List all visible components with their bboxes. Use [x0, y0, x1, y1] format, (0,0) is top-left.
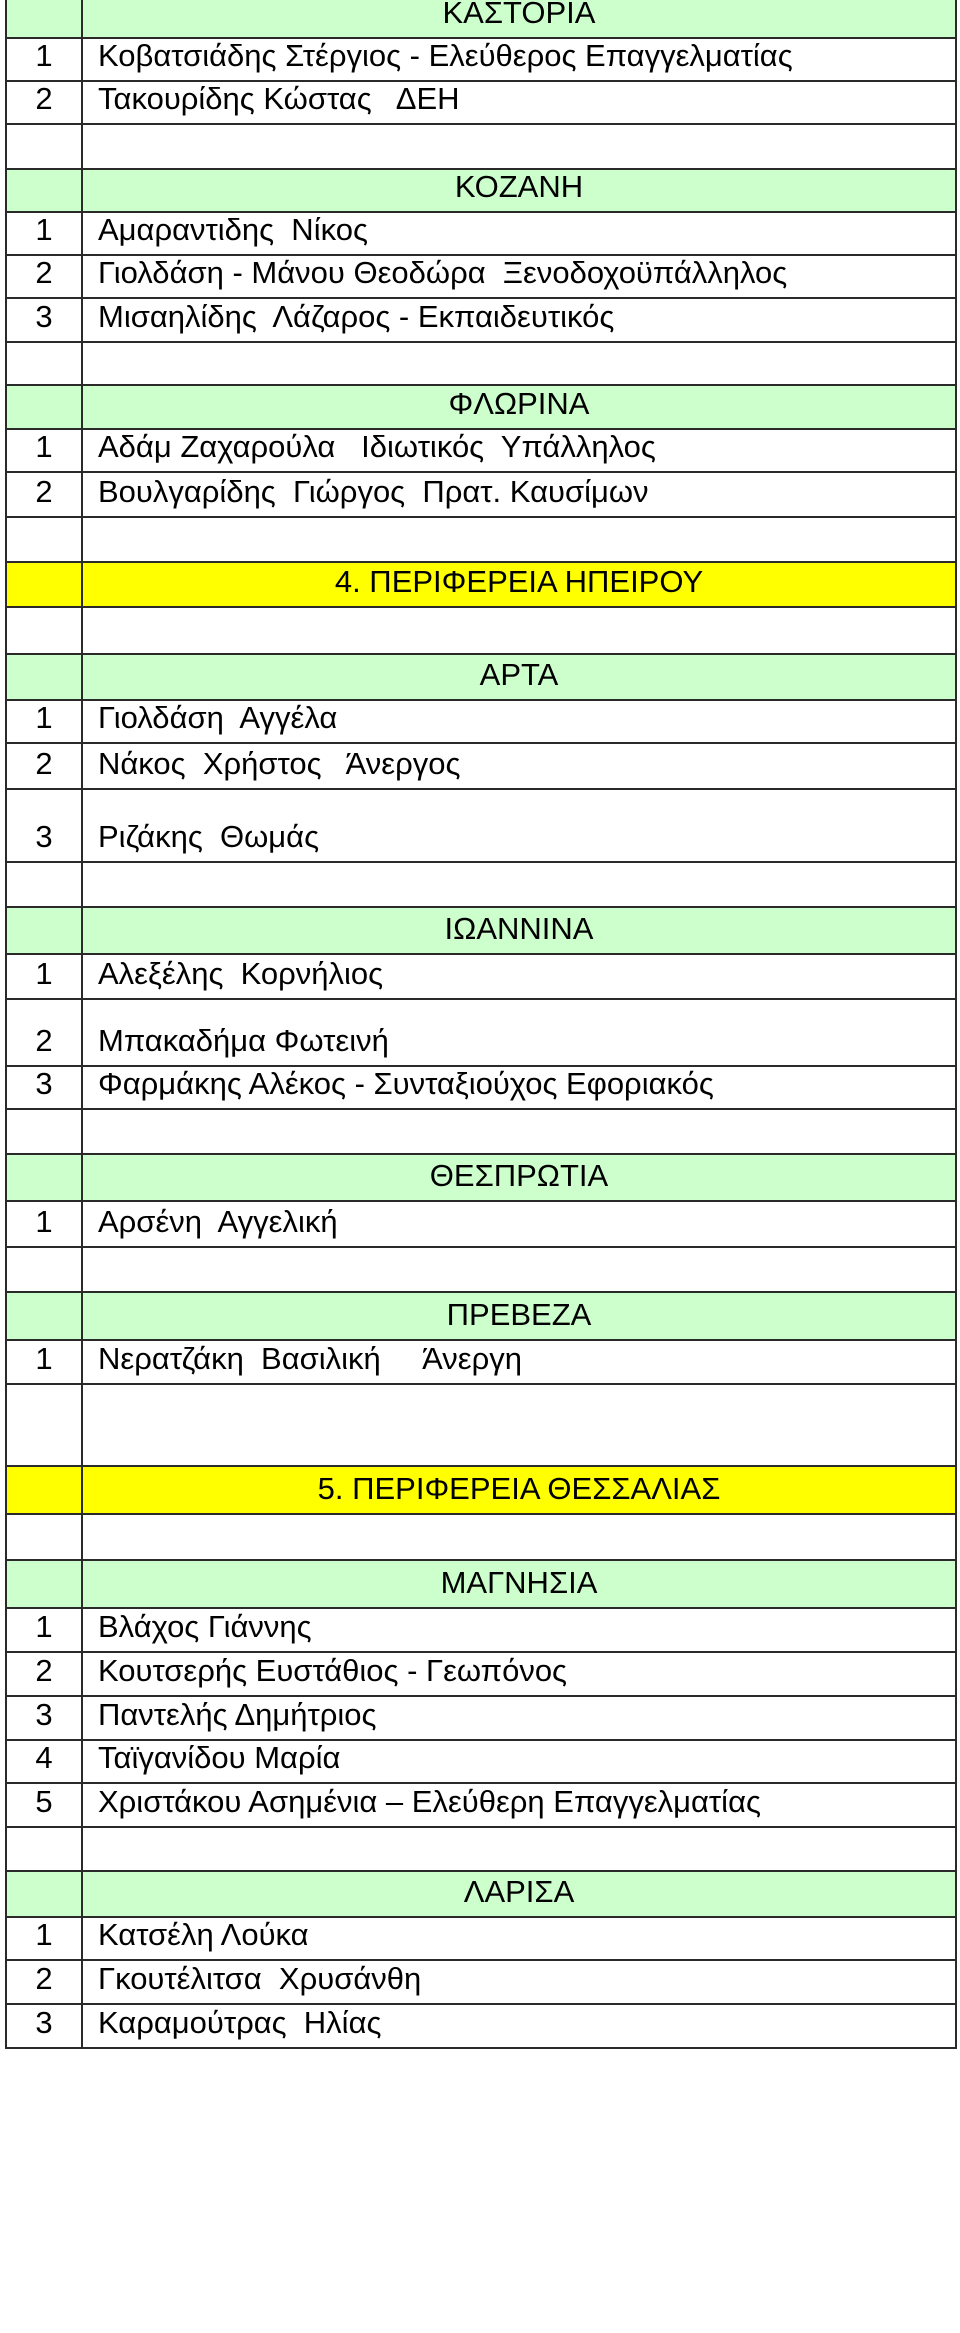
row-text: Γιολδάση Αγγέλα: [83, 701, 957, 742]
table-row: [5, 473, 957, 518]
row-text: Καραμούτρας Ηλίας: [83, 2005, 957, 2047]
section-header-row: [5, 655, 957, 701]
row-number: 1: [5, 1609, 83, 1651]
section-title: ΑΡΤΑ: [83, 655, 957, 699]
table-row: [5, 1609, 957, 1653]
row-number: 1: [5, 1918, 83, 1959]
table-row: [5, 1961, 957, 2005]
row-text: Παντελής Δημήτριος: [83, 1697, 957, 1739]
row-number: [5, 386, 83, 428]
row-number: 3: [5, 299, 83, 341]
row-number: 3: [5, 1067, 83, 1108]
section-header-row: [5, 386, 957, 430]
row-text: [83, 1515, 957, 1559]
row-text: Αμαραντιδης Νίκος: [83, 213, 957, 254]
row-text: [83, 1385, 957, 1465]
row-text: [83, 1248, 957, 1291]
row-text: Γκουτέλιτσα Χρυσάνθη: [83, 1961, 957, 2003]
section-title: ΙΩΑΝΝΙΝΑ: [83, 908, 957, 953]
row-text: Γιολδάση - Μάνου Θεοδώρα Ξενοδοχοϋπάλληλος: [83, 256, 957, 297]
table-row: [5, 213, 957, 256]
row-number: [5, 125, 83, 168]
row-text: [83, 863, 957, 906]
region-header-row: [5, 1467, 957, 1515]
region-header-row: [5, 563, 957, 608]
row-number: [5, 518, 83, 561]
row-number: 2: [5, 744, 83, 788]
row-number: [5, 1467, 83, 1513]
row-text: [83, 343, 957, 384]
row-number: [5, 863, 83, 906]
section-header-row: [5, 170, 957, 213]
row-number: 4: [5, 1741, 83, 1782]
row-text: Ριζάκης Θωμάς: [83, 790, 957, 861]
table-row: [5, 1653, 957, 1697]
section-title: ΠΡΕΒΕΖΑ: [83, 1293, 957, 1339]
table-row: [5, 744, 957, 790]
row-number: 1: [5, 430, 83, 471]
row-number: 2: [5, 1653, 83, 1695]
row-number: [5, 1385, 83, 1465]
row-number: [5, 1293, 83, 1339]
row-number: 2: [5, 1000, 83, 1065]
row-number: [5, 1515, 83, 1559]
table-row: [5, 1202, 957, 1248]
row-number: [5, 343, 83, 384]
empty-row: [5, 1248, 957, 1293]
row-number: [5, 0, 83, 37]
row-number: [5, 1561, 83, 1607]
row-text: [83, 608, 957, 653]
section-header-row: [5, 1872, 957, 1918]
section-title: ΘΕΣΠΡΩΤΙΑ: [83, 1155, 957, 1200]
row-number: 2: [5, 473, 83, 516]
row-number: [5, 1110, 83, 1153]
table-row: [5, 1067, 957, 1110]
row-text: Τακουρίδης Κώστας ΔΕΗ: [83, 82, 957, 123]
row-number: 3: [5, 2005, 83, 2047]
empty-row: [5, 608, 957, 655]
row-number: [5, 1155, 83, 1200]
section-title: ΦΛΩΡΙΝΑ: [83, 386, 957, 428]
row-text: Βλάχος Γιάννης: [83, 1609, 957, 1651]
table-row: [5, 430, 957, 473]
row-text: Μπακαδήμα Φωτεινή: [83, 1000, 957, 1065]
row-number: 3: [5, 790, 83, 861]
row-number: 1: [5, 1341, 83, 1383]
row-number: [5, 170, 83, 211]
row-text: [83, 125, 957, 168]
row-number: 1: [5, 1202, 83, 1246]
empty-row: [5, 863, 957, 908]
row-number: 2: [5, 82, 83, 123]
empty-row: [5, 343, 957, 386]
region-title: 5. ΠΕΡΙΦΕΡΕΙΑ ΘΕΣΣΑΛΙΑΣ: [83, 1467, 957, 1513]
row-text: Βουλγαρίδης Γιώργος Πρατ. Καυσίμων: [83, 473, 957, 516]
table-row: [5, 2005, 957, 2049]
empty-row: [5, 1110, 957, 1155]
row-text: Νερατζάκη Βασιλική Άνεργη: [83, 1341, 957, 1383]
section-header-row: [5, 1293, 957, 1341]
row-number: 1: [5, 701, 83, 742]
empty-row: [5, 1515, 957, 1561]
region-title: 4. ΠΕΡΙΦΕΡΕΙΑ ΗΠΕΙΡΟΥ: [83, 563, 957, 606]
row-number: [5, 1828, 83, 1870]
row-number: 5: [5, 1784, 83, 1826]
empty-row: [5, 1828, 957, 1872]
row-number: 1: [5, 955, 83, 998]
row-text: Κοβατσιάδης Στέργιος - Ελεύθερος Επαγγελματίας: [83, 39, 957, 80]
row-text: Χριστάκου Ασημένια – Ελεύθερη Επαγγελματίας: [83, 1784, 957, 1826]
empty-row: [5, 1385, 957, 1467]
row-text: [83, 1110, 957, 1153]
table-row: [5, 1918, 957, 1961]
row-number: [5, 655, 83, 699]
row-text: [83, 1828, 957, 1870]
table-row: [5, 39, 957, 82]
section-header-row: [5, 1155, 957, 1202]
table-row: [5, 955, 957, 1000]
table-row: [5, 1000, 957, 1067]
table-row: [5, 256, 957, 299]
row-text: Αλεξέλης Κορνήλιος: [83, 955, 957, 998]
row-text: Νάκος Χρήστος Άνεργος: [83, 744, 957, 788]
section-title: ΚΟΖΑΝΗ: [83, 170, 957, 211]
empty-row: [5, 125, 957, 170]
section-header-row: [5, 0, 957, 39]
empty-row: [5, 518, 957, 563]
row-number: [5, 908, 83, 953]
row-number: [5, 1248, 83, 1291]
table-row: [5, 1741, 957, 1784]
row-number: [5, 1872, 83, 1916]
section-header-row: [5, 1561, 957, 1609]
row-number: 3: [5, 1697, 83, 1739]
row-text: [83, 518, 957, 561]
table-row: [5, 701, 957, 744]
section-title: ΜΑΓΝΗΣΙΑ: [83, 1561, 957, 1607]
table-row: [5, 1784, 957, 1828]
row-text: Φαρμάκης Αλέκος - Συνταξιούχος Εφοριακός: [83, 1067, 957, 1108]
row-text: Ταϊγανίδου Μαρία: [83, 1741, 957, 1782]
table-row: [5, 1341, 957, 1385]
row-number: 2: [5, 1961, 83, 2003]
row-number: 2: [5, 256, 83, 297]
row-text: Αρσένη Αγγελική: [83, 1202, 957, 1246]
row-number: 1: [5, 39, 83, 80]
row-text: Αδάμ Ζαχαρούλα Ιδιωτικός Υπάλληλος: [83, 430, 957, 471]
section-title: ΛΑΡΙΣΑ: [83, 1872, 957, 1916]
row-text: Μισαηλίδης Λάζαρος - Εκπαιδευτικός: [83, 299, 957, 341]
row-text: Κατσέλη Λούκα: [83, 1918, 957, 1959]
section-title: ΚΑΣΤΟΡΙΑ: [83, 0, 957, 37]
table-row: [5, 299, 957, 343]
row-number: 1: [5, 213, 83, 254]
table-row: [5, 790, 957, 863]
section-header-row: [5, 908, 957, 955]
table-row: [5, 1697, 957, 1741]
row-number: [5, 608, 83, 653]
row-number: [5, 563, 83, 606]
row-text: Κουτσερής Ευστάθιος - Γεωπόνος: [83, 1653, 957, 1695]
table-row: [5, 82, 957, 125]
